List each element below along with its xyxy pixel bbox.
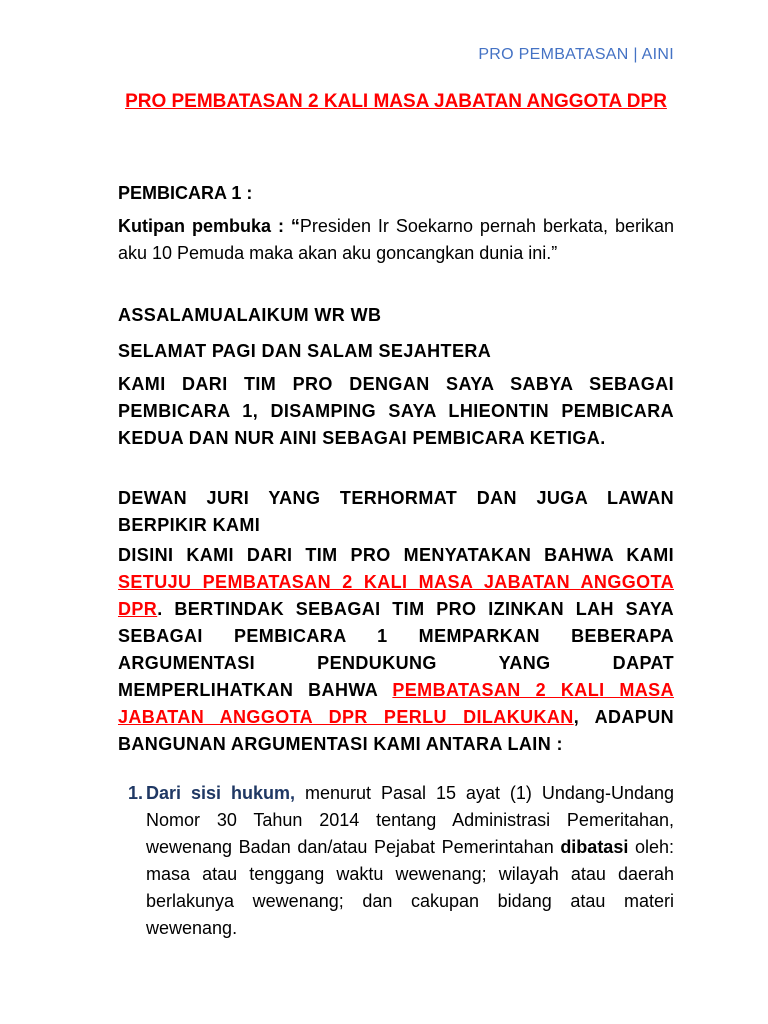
stance-text-1: DISINI KAMI DARI TIM PRO MENYATAKAN BAHWA KAMI bbox=[118, 545, 674, 565]
stance-text-3: , ADAPUN BANGUNAN ARGUMENTASI KAMI ANTARA LAIN : bbox=[118, 707, 674, 754]
opening-quote bbox=[118, 213, 674, 267]
greeting-pagi: SELAMAT PAGI DAN SALAM SEJAHTERA bbox=[118, 341, 492, 361]
list-item-text-1: menurut Pasal 15 ayat (1) Undang-Undang Nomor 30 Tahun 2014 tentang Administrasi Pemeritahan, wewenang Badan dan/atau Pejabat Pemerintahan bbox=[146, 783, 674, 857]
list-item-bold: dibatasi bbox=[560, 837, 629, 857]
quote-text: Presiden Ir Soekarno pernah berkata, berikan aku 10 Pemuda maka akan aku goncangkan dunia ini.” bbox=[118, 216, 674, 263]
list-item-text-2: oleh: masa atau tenggang waktu wewenang; wilayah atau daerah berlakunya wewenang; dan cakupan bidang atau materi wewenang. bbox=[146, 837, 674, 938]
stance-paragraph bbox=[118, 542, 674, 758]
running-header: PRO PEMBATASAN | AINI bbox=[478, 46, 674, 63]
quote-label: Kutipan pembuka : “ bbox=[118, 216, 300, 236]
list-item-body bbox=[146, 780, 674, 942]
intro-paragraph: KAMI DARI TIM PRO DENGAN SAYA SABYA SEBAGAI PEMBICARA 1, DISAMPING SAYA LHIEONTIN PEMBICARA KEDUA DAN NUR AINI SEBAGAI PEMBICARA KETIGA. bbox=[118, 374, 674, 448]
greeting-salam: ASSALAMUALAIKUM WR WB bbox=[118, 305, 382, 325]
document-title: PRO PEMBATASAN 2 KALI MASA JABATAN ANGGOTA DPR bbox=[125, 91, 667, 112]
argument-list bbox=[118, 780, 674, 942]
speaker-heading: PEMBICARA 1 : bbox=[118, 183, 253, 203]
stance-text-2: . BERTINDAK SEBAGAI TIM PRO IZINKAN LAH SAYA SEBAGAI PEMBICARA 1 MEMPARKAN BEBERAPA ARGUMENTASI PENDUKUNG YANG DAPAT MEMPERLIHATKAN BAHWA bbox=[118, 599, 674, 700]
list-item-lead: Dari sisi hukum, bbox=[146, 783, 295, 803]
stance-highlight-1: SETUJU PEMBATASAN 2 KALI MASA JABATAN ANGGOTA DPR bbox=[118, 572, 674, 619]
list-number: 1. bbox=[128, 783, 144, 803]
address-paragraph: DEWAN JURI YANG TERHORMAT DAN JUGA LAWAN BERPIKIR KAMI bbox=[118, 488, 674, 535]
stance-highlight-2: PEMBATASAN 2 KALI MASA JABATAN ANGGOTA DPR PERLU DILAKUKAN bbox=[118, 680, 674, 727]
list-item bbox=[118, 780, 674, 942]
